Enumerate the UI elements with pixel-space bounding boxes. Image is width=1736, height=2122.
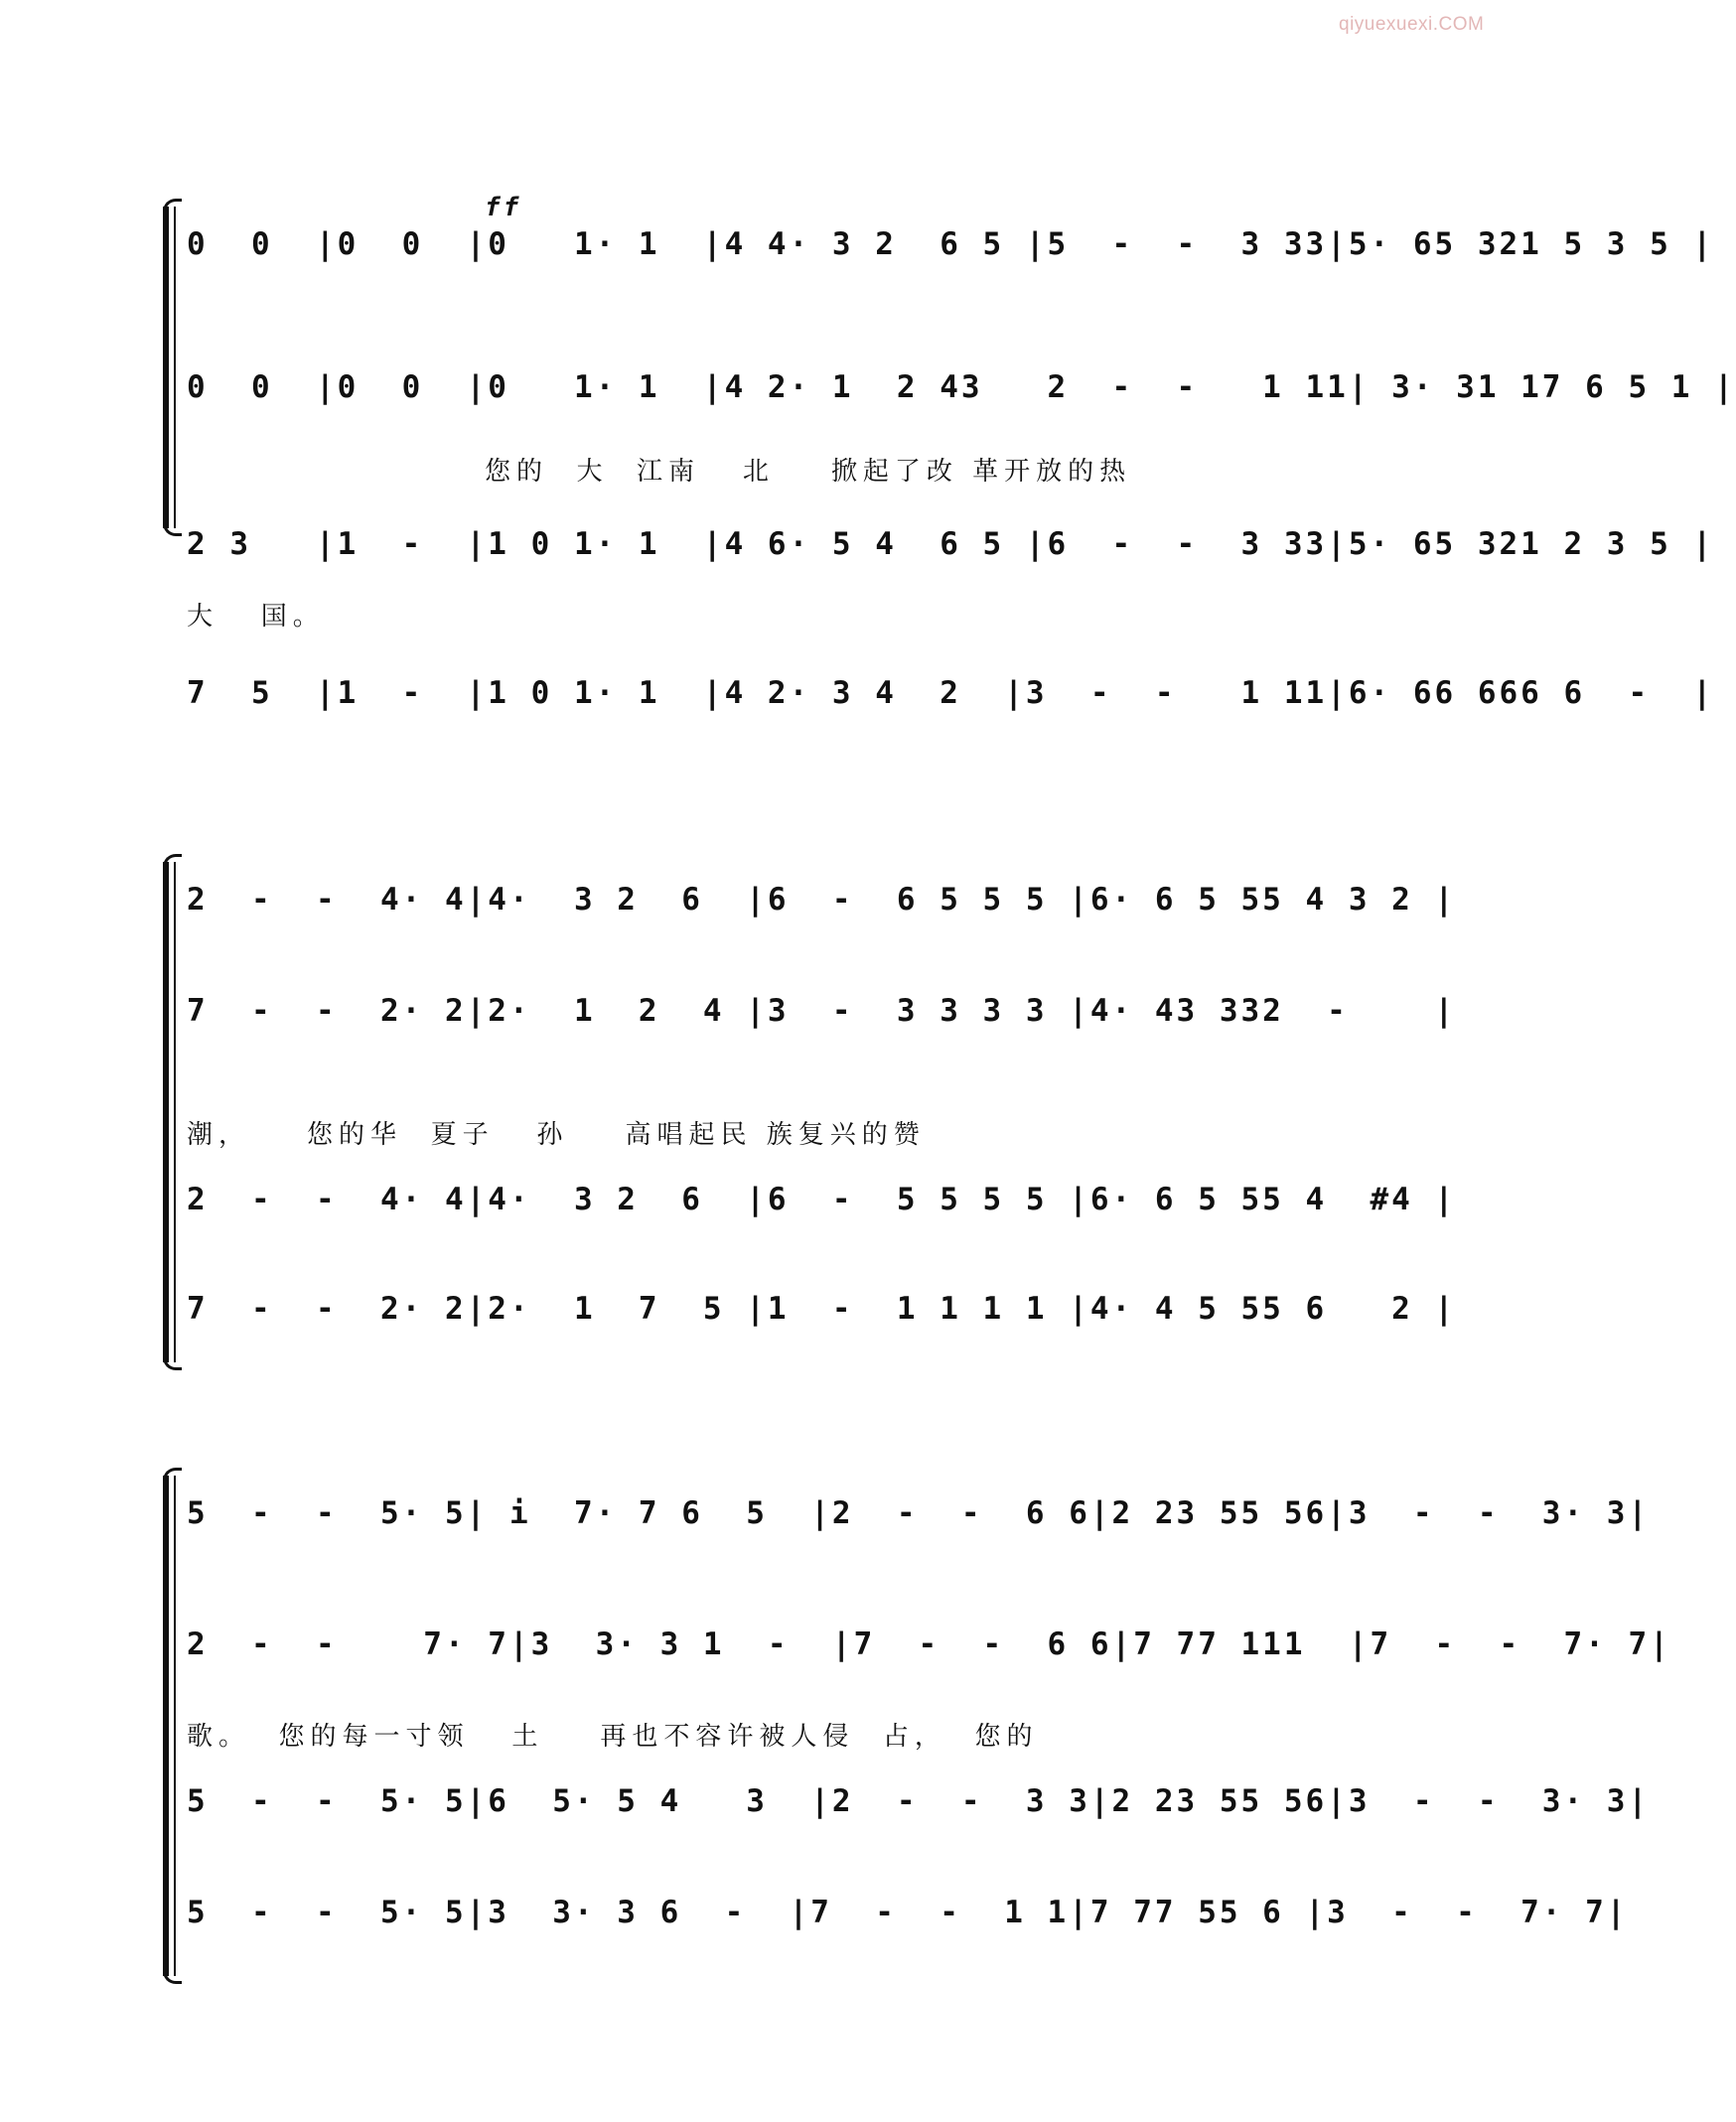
bass-row: 7 - - 2· 2|2· 1 7 5 |1 - 1 1 1 1 |4· 4 5 55 6 2 | xyxy=(187,1291,1457,1327)
tenor-row: 2 3 |1 - |1 0 1· 1 |4 6· 5 4 6 5 |6 - - 3 33|5· 65 321 2 3 5 | xyxy=(187,526,1715,562)
alto-row: 0 0 |0 0 |0 1· 1 |4 2· 1 2 43 2 - - 1 11| 3· 31 17 6 5 1 | xyxy=(187,369,1736,405)
lyric-line: 您的 大 江南 北 掀起了改 革开放的热 xyxy=(485,457,1132,487)
tenor-row: 5 - - 5· 5|6 5· 5 4 3 |2 - - 3 3|2 23 55 56|3 - - 3· 3| xyxy=(187,1783,1651,1819)
lyric-line: 潮， 您的华 夏子 孙 高唱起民 族复兴的赞 xyxy=(187,1120,926,1150)
tenor-row: 2 - - 4· 4|4· 3 2 6 |6 - 5 5 5 5 |6· 6 5 55 4 #4 | xyxy=(187,1182,1457,1217)
alto-row: 7 - - 2· 2|2· 1 2 4 |3 - 3 3 3 3 |4· 43 332 - | xyxy=(187,993,1457,1029)
score-system-2 xyxy=(157,854,1457,1370)
system-bracket xyxy=(157,1468,179,1984)
score-system-3 xyxy=(157,1468,1671,1984)
lyric-line: 大 国。 xyxy=(187,602,325,632)
score-system-1 xyxy=(157,193,1736,711)
dynamic-mark: ff xyxy=(485,193,522,222)
watermark-text: qiyuexuexi.COM xyxy=(1339,14,1485,35)
bass-row: 7 5 |1 - |1 0 1· 1 |4 2· 3 4 2 |3 - - 1 11|6· 66 666 6 - | xyxy=(187,675,1715,711)
soprano-row: 0 0 |0 0 |0 1· 1 |4 4· 3 2 6 5 |5 - - 3 33|5· 65 321 5 3 5 | xyxy=(187,226,1715,262)
system-bracket xyxy=(157,199,179,536)
alto-row: 2 - - 7· 7|3 3· 3 1 - |7 - - 6 6|7 77 111 |7 - - 7· 7| xyxy=(187,1627,1671,1662)
soprano-row: 2 - - 4· 4|4· 3 2 6 |6 - 6 5 5 5 |6· 6 5 55 4 3 2 | xyxy=(187,882,1457,918)
bass-row: 5 - - 5· 5|3 3· 3 6 - |7 - - 1 1|7 77 55 6 |3 - - 7· 7| xyxy=(187,1895,1629,1930)
soprano-row: 5 - - 5· 5| i 7· 7 6 5 |2 - - 6 6|2 23 55 56|3 - - 3· 3| xyxy=(187,1495,1651,1531)
system-bracket xyxy=(157,854,179,1370)
lyric-line: 歌。 您的每一寸领 土 再也不容许被人侵 占， 您的 xyxy=(187,1722,1039,1752)
